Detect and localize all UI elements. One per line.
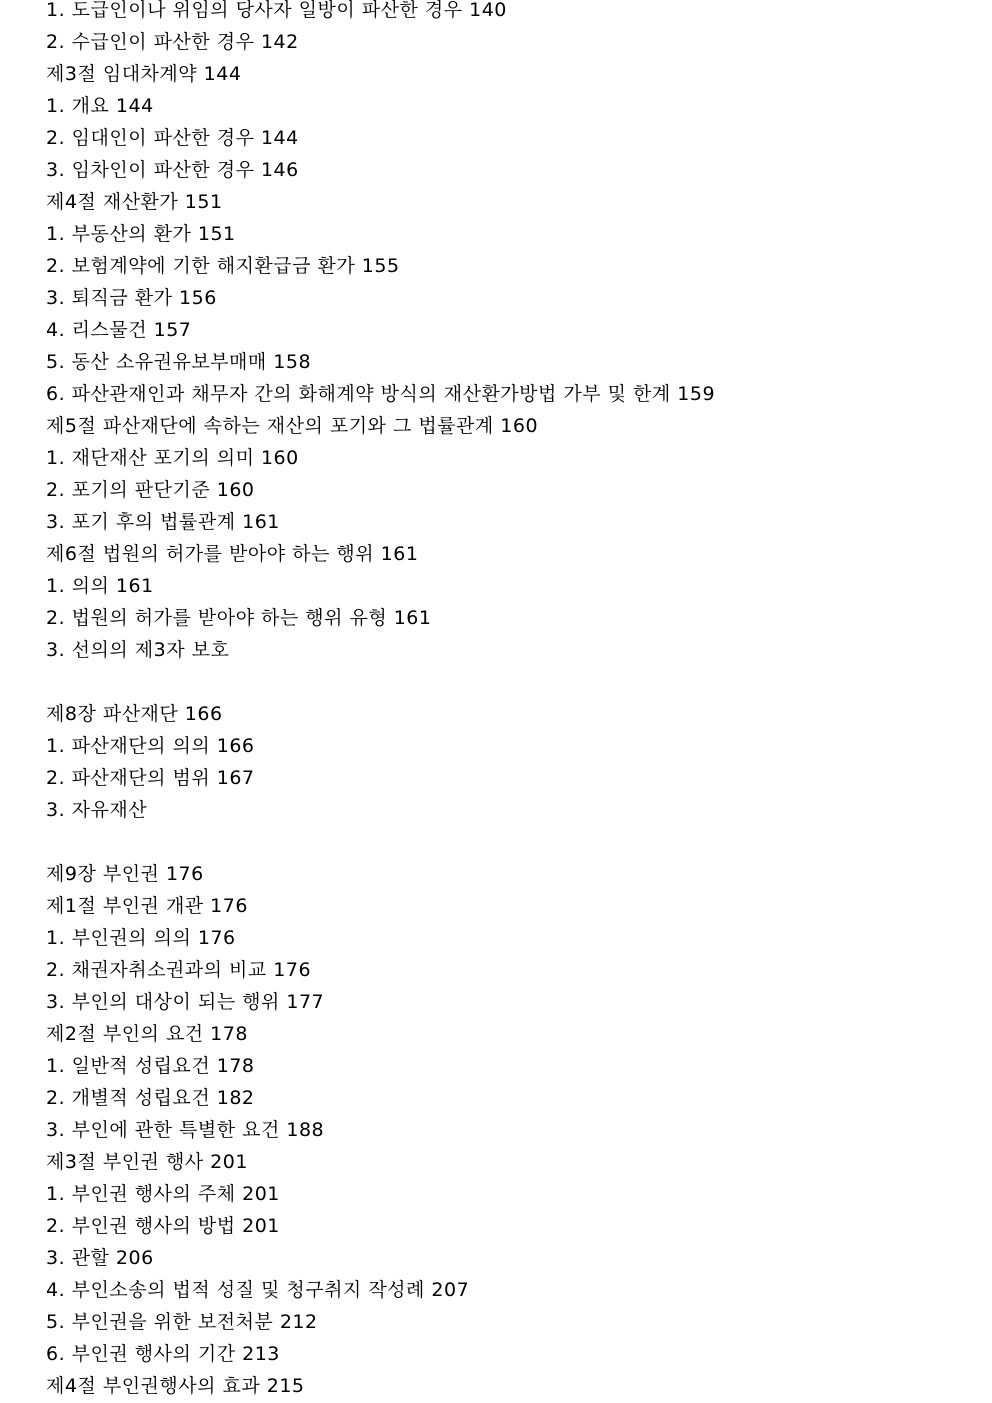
toc-entry: 2. 부인권 행사의 방법 201 xyxy=(46,1215,280,1237)
toc-entry: 1. 의의 161 xyxy=(46,575,154,597)
toc-entry: 3. 부인의 대상이 되는 행위 177 xyxy=(46,991,325,1013)
toc-entry: 5. 동산 소유권유보부매매 158 xyxy=(46,351,312,373)
toc-entry: 1. 파산재단의 의의 166 xyxy=(46,735,255,757)
toc-entry: 제3절 부인권 행사 201 xyxy=(46,1151,248,1173)
toc-entry: 3. 자유재산 xyxy=(46,799,148,821)
toc-entry: 2. 법원의 허가를 받아야 하는 행위 유형 161 xyxy=(46,607,432,629)
toc-entry: 1. 부동산의 환가 151 xyxy=(46,223,236,245)
toc-entry: 1. 개요 144 xyxy=(46,95,154,117)
toc-entry: 제1절 부인권 개관 176 xyxy=(46,895,248,917)
toc-entry: 3. 선의의 제3자 보호 xyxy=(46,639,230,661)
toc-entry: 6. 파산관재인과 채무자 간의 화해계약 방식의 재산환가방법 가부 및 한계 159 xyxy=(46,383,716,405)
toc-entry: 제9장 부인권 176 xyxy=(46,863,204,885)
toc-entry: 1. 도급인이나 위임의 당사자 일방이 파산한 경우 140 xyxy=(46,0,507,21)
toc-entry: 2. 포기의 판단기준 160 xyxy=(46,479,255,501)
toc-entry: 1. 부인권 행사의 주체 201 xyxy=(46,1183,280,1205)
toc-entry: 1. 재단재산 포기의 의미 160 xyxy=(46,447,299,469)
toc-entry: 제5절 파산재단에 속하는 재산의 포기와 그 법률관계 160 xyxy=(46,415,539,437)
toc-blank-line xyxy=(46,826,966,858)
toc-entry: 6. 부인권 행사의 기간 213 xyxy=(46,1343,280,1365)
toc-blank-line xyxy=(46,666,966,698)
toc-entry: 1. 일반적 성립요건 178 xyxy=(46,1055,255,1077)
toc-entry: 3. 관할 206 xyxy=(46,1247,154,1269)
toc-entry: 제2절 부인의 요건 178 xyxy=(46,1023,248,1045)
table-of-contents xyxy=(46,0,966,1402)
toc-entry: 3. 임차인이 파산한 경우 146 xyxy=(46,159,299,181)
toc-entry: 2. 임대인이 파산한 경우 144 xyxy=(46,127,299,149)
toc-entry: 제4절 부인권행사의 효과 215 xyxy=(46,1375,305,1397)
toc-entry: 5. 부인권을 위한 보전처분 212 xyxy=(46,1311,318,1333)
toc-entry: 2. 개별적 성립요건 182 xyxy=(46,1087,255,1109)
toc-entry: 3. 부인에 관한 특별한 요건 188 xyxy=(46,1119,325,1141)
toc-entry: 4. 리스물건 157 xyxy=(46,319,192,341)
toc-entry: 3. 포기 후의 법률관계 161 xyxy=(46,511,280,533)
toc-entry: 제8장 파산재단 166 xyxy=(46,703,223,725)
toc-entry: 제4절 재산환가 151 xyxy=(46,191,223,213)
toc-entry: 제3절 임대차계약 144 xyxy=(46,63,242,85)
toc-entry: 2. 수급인이 파산한 경우 142 xyxy=(46,31,299,53)
toc-entry: 2. 보험계약에 기한 해지환급금 환가 155 xyxy=(46,255,400,277)
toc-entry: 4. 부인소송의 법적 성질 및 청구취지 작성례 207 xyxy=(46,1279,470,1301)
toc-entry: 2. 채권자취소권과의 비교 176 xyxy=(46,959,312,981)
toc-entry: 1. 부인권의 의의 176 xyxy=(46,927,236,949)
toc-entry: 3. 퇴직금 환가 156 xyxy=(46,287,217,309)
toc-entry: 2. 파산재단의 범위 167 xyxy=(46,767,255,789)
toc-entry: 제6절 법원의 허가를 받아야 하는 행위 161 xyxy=(46,543,419,565)
